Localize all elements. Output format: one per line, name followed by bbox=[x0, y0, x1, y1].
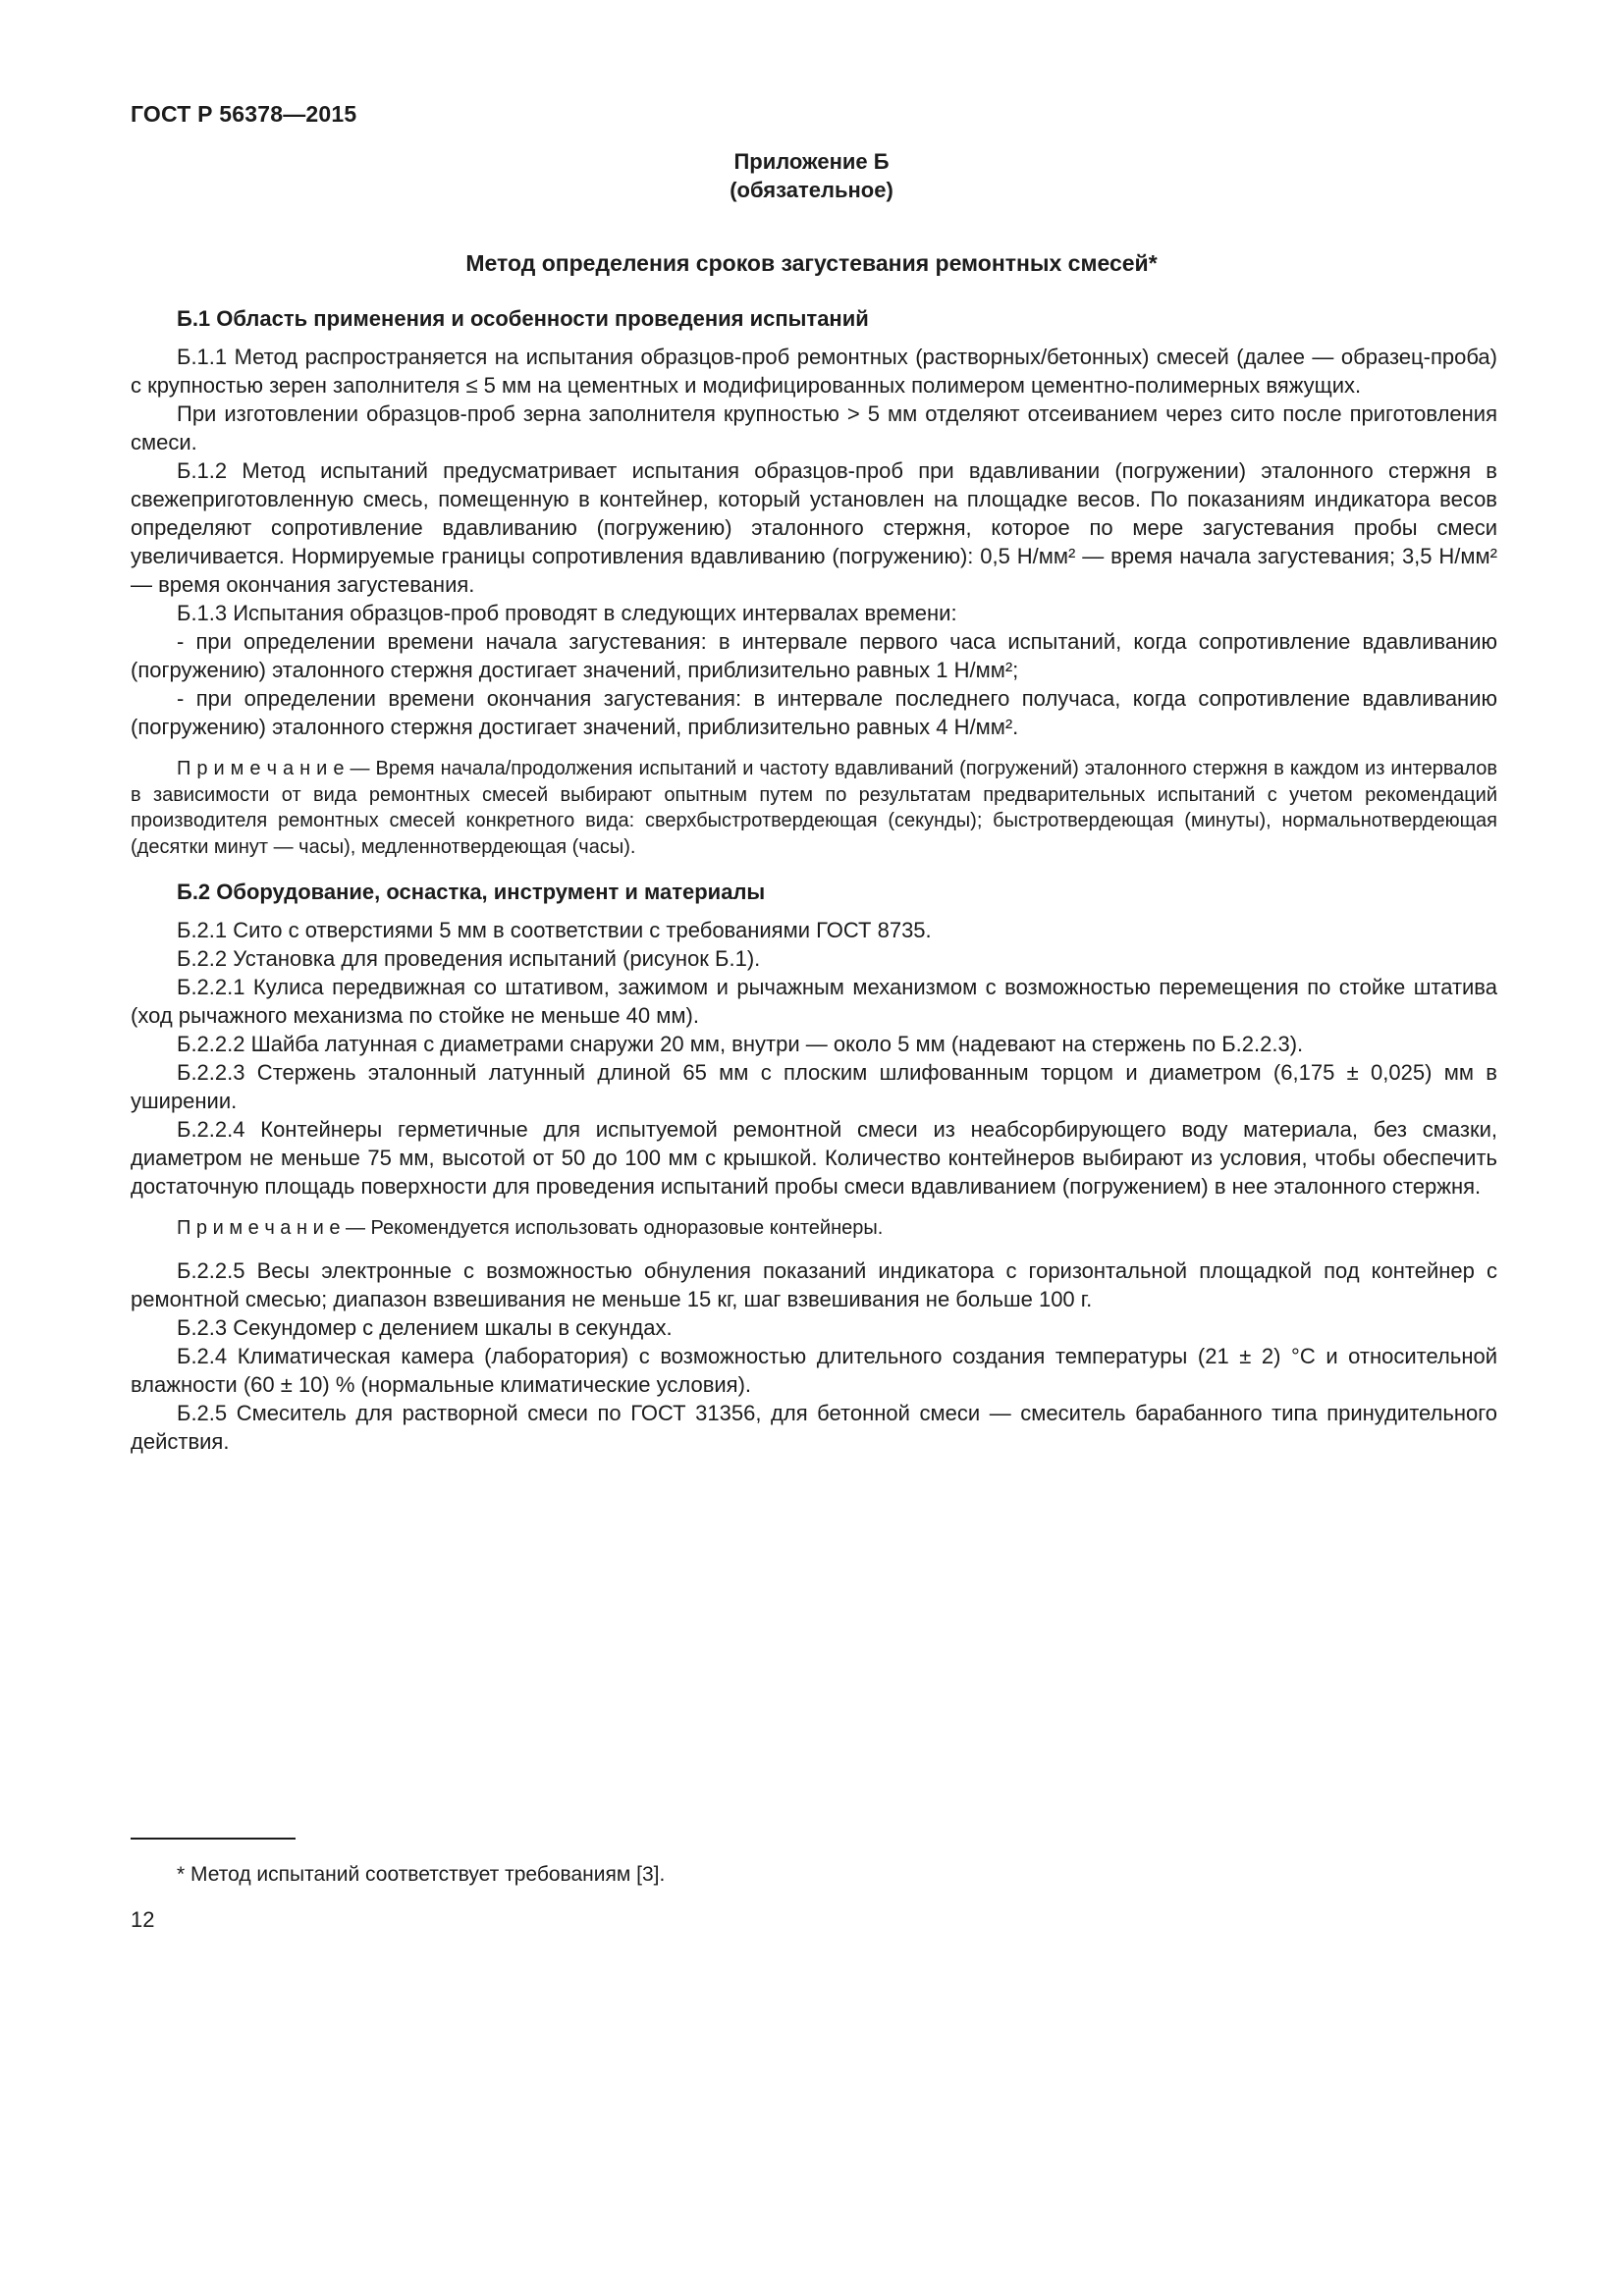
footnote-divider bbox=[131, 1838, 296, 1840]
document-body bbox=[131, 304, 1497, 1456]
paragraph-b2-2-5: Б.2.2.5 Весы электронные с возможностью обнуления показаний индикатора с горизонтальной площадкой под контейнер с ремонтной смесью; диапазон взвешивания не меньше 15 кг, шаг взвешивания не больше 100 г. bbox=[131, 1257, 1497, 1311]
appendix-heading bbox=[0, 147, 1623, 204]
paragraph-b2-4: Б.2.4 Климатическая камера (лаборатория) с возможностью длительного создания температуры (21 ± 2) °С и относительной влажности (60 ± 10) % (нормальные климатические условия). bbox=[131, 1343, 1497, 1397]
paragraph-b1-1-cont: При изготовлении образцов-проб зерна заполнителя крупностью > 5 мм отделяют отсеиванием через сито после приготовления смеси. bbox=[131, 401, 1497, 454]
note-b2: П р и м е ч а н и е — Рекомендуется использовать одноразовые контейнеры. bbox=[177, 1217, 884, 1239]
paragraph-b2-2-4: Б.2.2.4 Контейнеры герметичные для испытуемой ремонтной смеси из неабсорбирующего воду материала, без смазки, диаметром не меньше 75 мм, высотой от 50 до 100 мм с крышкой. Количество контейнеров выбирают из условия, чтобы обеспечить достаточную площадь поверхности для проведения испытаний пробы смеси вдавливанием (погружением) в нее эталонного стержня. bbox=[131, 1117, 1497, 1199]
list-item-end-time: - при определении времени окончания загустевания: в интервале последнего получаса, когда сопротивление вдавливанию (погружению) эталонного стержня достигает значений, приблизительно равных 4 Н/мм². bbox=[131, 686, 1497, 739]
paragraph-b2-2-1: Б.2.2.1 Кулиса передвижная со штативом, зажимом и рычажным механизмом с возможностью перемещения по стойке штатива (ход рычажного механизма по стойке не меньше 40 мм). bbox=[131, 975, 1497, 1028]
footnote-text: * Метод испытаний соответствует требованиям [3]. bbox=[177, 1863, 666, 1886]
paragraph-b2-3: Б.2.3 Секундомер с делением шкалы в секундах. bbox=[177, 1314, 673, 1340]
appendix-type: (обязательное) bbox=[730, 178, 893, 202]
paragraph-b2-1: Б.2.1 Сито с отверстиями 5 мм в соответствии с требованиями ГОСТ 8735. bbox=[177, 918, 932, 942]
paragraph-b1-1: Б.1.1 Метод распространяется на испытания образцов-проб ремонтных (растворных/бетонных) смесей (далее — образец-проба) с крупностью зерен заполнителя ≤ 5 мм на цементных и модифицированных полимером цементно-полимерных вяжущих. bbox=[131, 345, 1497, 398]
section-b1-heading: Б.1 Область применения и особенности проведения испытаний bbox=[177, 306, 869, 331]
document-code: ГОСТ Р 56378—2015 bbox=[131, 101, 357, 127]
paragraph-b1-3: Б.1.3 Испытания образцов-проб проводят в следующих интервалах времени: bbox=[177, 601, 957, 625]
section-b2-heading: Б.2 Оборудование, оснастка, инструмент и материалы bbox=[177, 880, 766, 904]
list-item-start-time: - при определении времени начала загустевания: в интервале первого часа испытаний, когда сопротивление вдавливанию (погружению) эталонного стержня достигает значений, приблизительно равных 1 Н/мм²; bbox=[131, 629, 1497, 682]
paragraph-b2-2: Б.2.2 Установка для проведения испытаний (рисунок Б.1). bbox=[177, 946, 761, 971]
page-title: Метод определения сроков загустевания ремонтных смесей* bbox=[465, 250, 1158, 276]
paragraph-b2-2-2: Б.2.2.2 Шайба латунная с диаметрами снаружи 20 мм, внутри — около 5 мм (надевают на стержень по Б.2.2.3). bbox=[177, 1032, 1304, 1056]
note-b1: П р и м е ч а н и е — Время начала/продолжения испытаний и частоту вдавливаний (погружений) эталонного стержня в каждом из интервалов в зависимости от вида ремонтных смесей выбирают опытным путем по результатам предварительных испытаний с учетом рекомендаций производителя ремонтных смесей конкретного вида: сверхбыстротвердеющая (секунды); быстротвердеющая (минуты), нормальнотвердеющая (десятки минут — часы), медленнотвердеющая (часы). bbox=[131, 758, 1497, 858]
paragraph-b2-5: Б.2.5 Смеситель для растворной смеси по ГОСТ 31356, для бетонной смеси — смеситель барабанного типа принудительного действия. bbox=[131, 1400, 1497, 1454]
page-number: 12 bbox=[131, 1907, 155, 1932]
footnote-area bbox=[131, 1838, 1497, 1888]
paragraph-b2-2-3: Б.2.2.3 Стержень эталонный латунный длиной 65 мм с плоским шлифованным торцом и диаметром (6,175 ± 0,025) мм в уширении. bbox=[131, 1060, 1497, 1113]
paragraph-b1-2: Б.1.2 Метод испытаний предусматривает испытания образцов-проб при вдавливании (погружении) эталонного стержня в свежеприготовленную смесь, помещенную в контейнер, который установлен на площадке весов. По показаниям индикатора весов определяют сопротивление вдавливанию (погружению) эталонного стержня, которое по мере загустевания пробы смеси увеличивается. Нормируемые границы сопротивления вдавливанию (погружению): 0,5 Н/мм² — время начала загустевания; 3,5 Н/мм² — время окончания загустевания. bbox=[131, 458, 1497, 597]
appendix-title: Приложение Б bbox=[733, 149, 890, 174]
